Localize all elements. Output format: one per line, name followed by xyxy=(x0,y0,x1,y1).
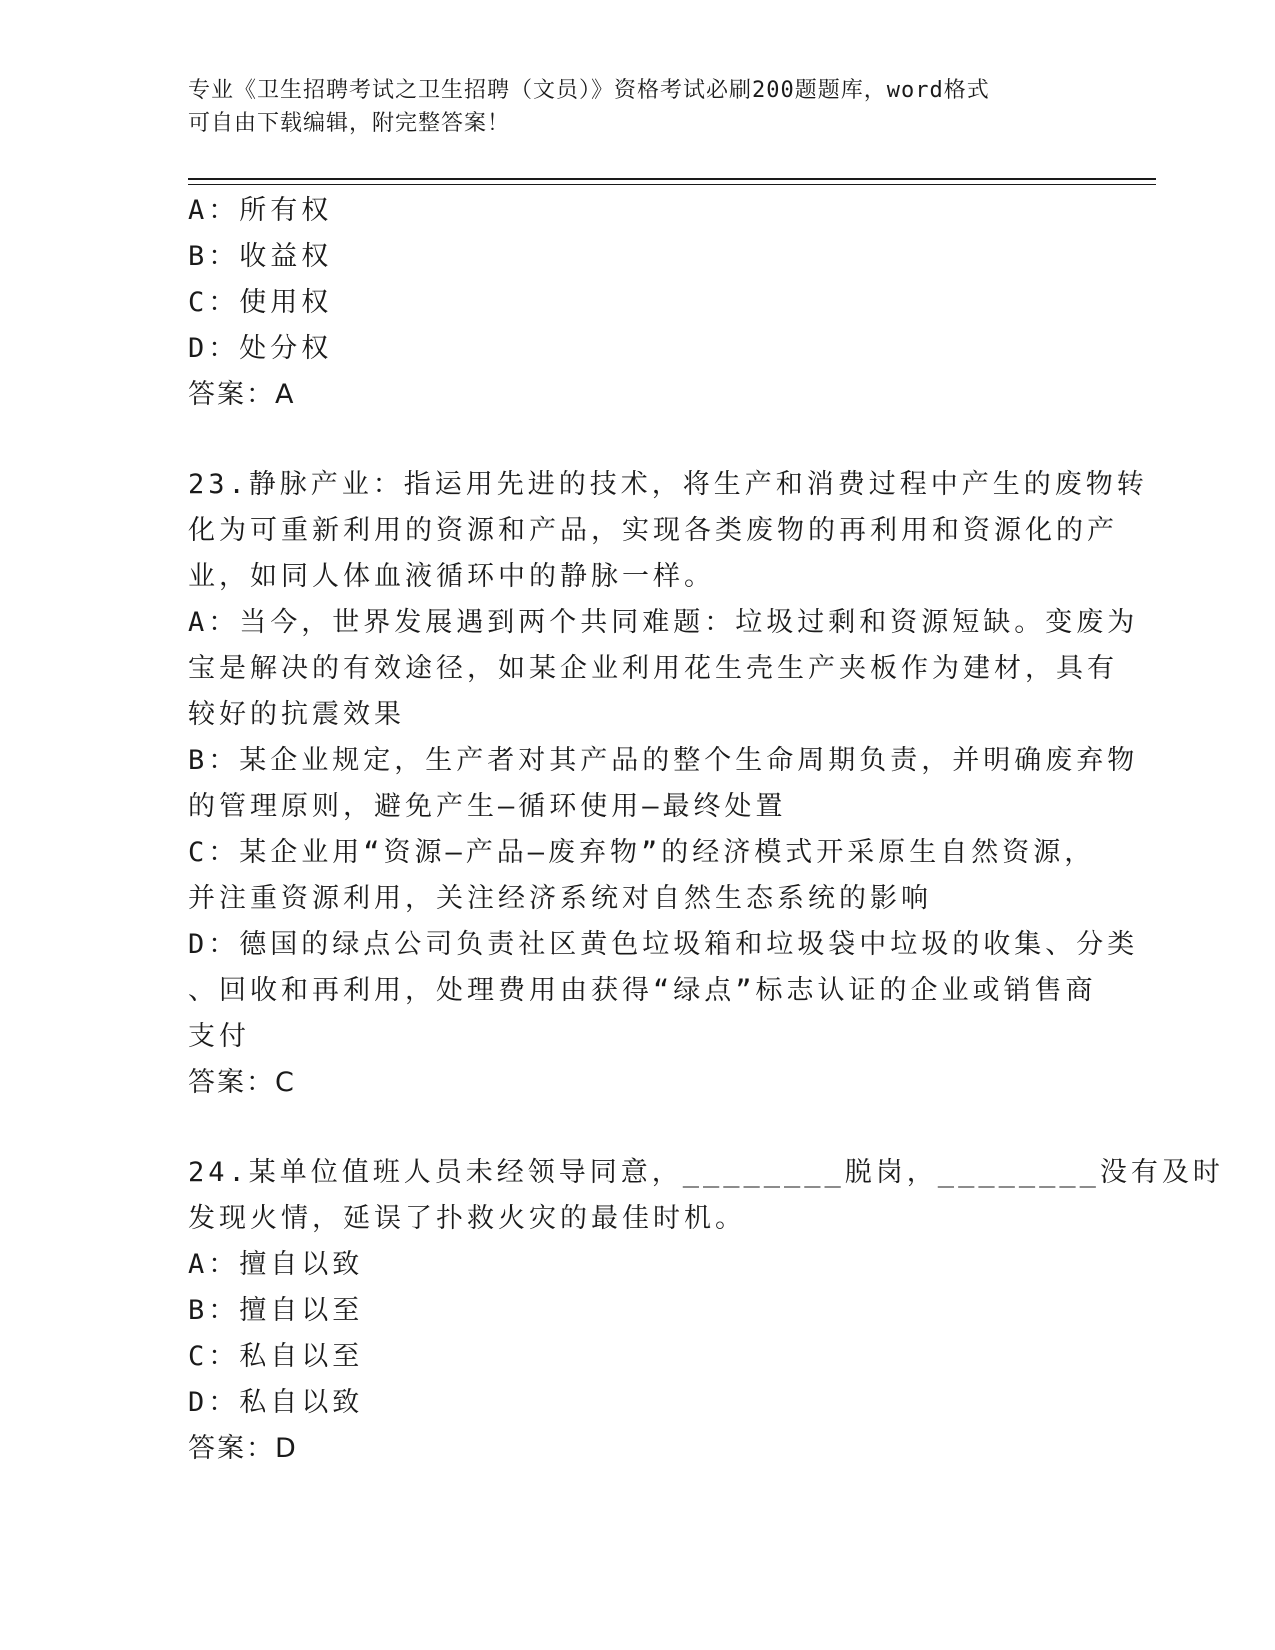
answer-line: 答案：A xyxy=(188,379,296,410)
question-stem-line: 业，如同人体血液循环中的静脉一样。 xyxy=(188,561,715,592)
document-body xyxy=(188,188,1224,1472)
answer-line: 答案：D xyxy=(188,1433,298,1464)
spacer xyxy=(188,1106,1088,1150)
option-a-line: A：当今，世界发展遇到两个共同难题：垃圾过剩和资源短缺。变废为 xyxy=(188,607,1139,638)
answer-line: 答案：C xyxy=(188,1067,296,1098)
question-24 xyxy=(188,1150,1224,1472)
option-d: D：私自以致 xyxy=(188,1387,364,1418)
option-d-line: D：德国的绿点公司负责社区黄色垃圾箱和垃圾袋中垃圾的收集、分类 xyxy=(188,929,1139,960)
option-c: C：使用权 xyxy=(188,287,333,318)
header-divider-thick xyxy=(188,178,1156,180)
header-line-1: 专业《卫生招聘考试之卫生招聘（文员）》资格考试必刷200题题库，word格式 xyxy=(188,78,990,103)
option-b: B：收益权 xyxy=(188,241,333,272)
spacer xyxy=(188,418,1088,462)
option-d-line: 、回收和再利用，处理费用由获得“绿点”标志认证的企业或销售商 xyxy=(188,975,1097,1006)
option-a: A：擅自以致 xyxy=(188,1249,364,1280)
question-22-tail xyxy=(188,188,1088,418)
question-stem-line: 24.某单位值班人员未经领导同意，________脱岗，________没有及时 xyxy=(188,1157,1224,1188)
option-a-line: 较好的抗震效果 xyxy=(188,699,405,730)
option-c-line: 并注重资源利用，关注经济系统对自然生态系统的影响 xyxy=(188,883,932,914)
question-stem-line: 化为可重新利用的资源和产品，实现各类废物的再利用和资源化的产 xyxy=(188,515,1118,546)
option-d: D：处分权 xyxy=(188,333,333,364)
option-c-line: C：某企业用“资源—产品—废弃物”的经济模式开采原生自然资源， xyxy=(188,837,1096,868)
header-line-2: 可自由下载编辑，附完整答案！ xyxy=(188,111,511,136)
question-stem-line: 发现火情，延误了扑救火灾的最佳时机。 xyxy=(188,1203,746,1234)
option-c: C：私自以至 xyxy=(188,1341,364,1372)
header-divider-thin xyxy=(188,184,1156,185)
question-23 xyxy=(188,462,1148,1106)
question-stem-line: 23.静脉产业：指运用先进的技术，将生产和消费过程中产生的废物转 xyxy=(188,469,1148,500)
option-b-line: 的管理原则，避免产生—循环使用—最终处置 xyxy=(188,791,787,822)
document-header xyxy=(188,74,1068,140)
option-a: A：所有权 xyxy=(188,195,333,226)
option-d-line: 支付 xyxy=(188,1021,250,1052)
option-b-line: B：某企业规定，生产者对其产品的整个生命周期负责，并明确废弃物 xyxy=(188,745,1139,776)
option-b: B：擅自以至 xyxy=(188,1295,364,1326)
option-a-line: 宝是解决的有效途径，如某企业利用花生壳生产夹板作为建材，具有 xyxy=(188,653,1118,684)
